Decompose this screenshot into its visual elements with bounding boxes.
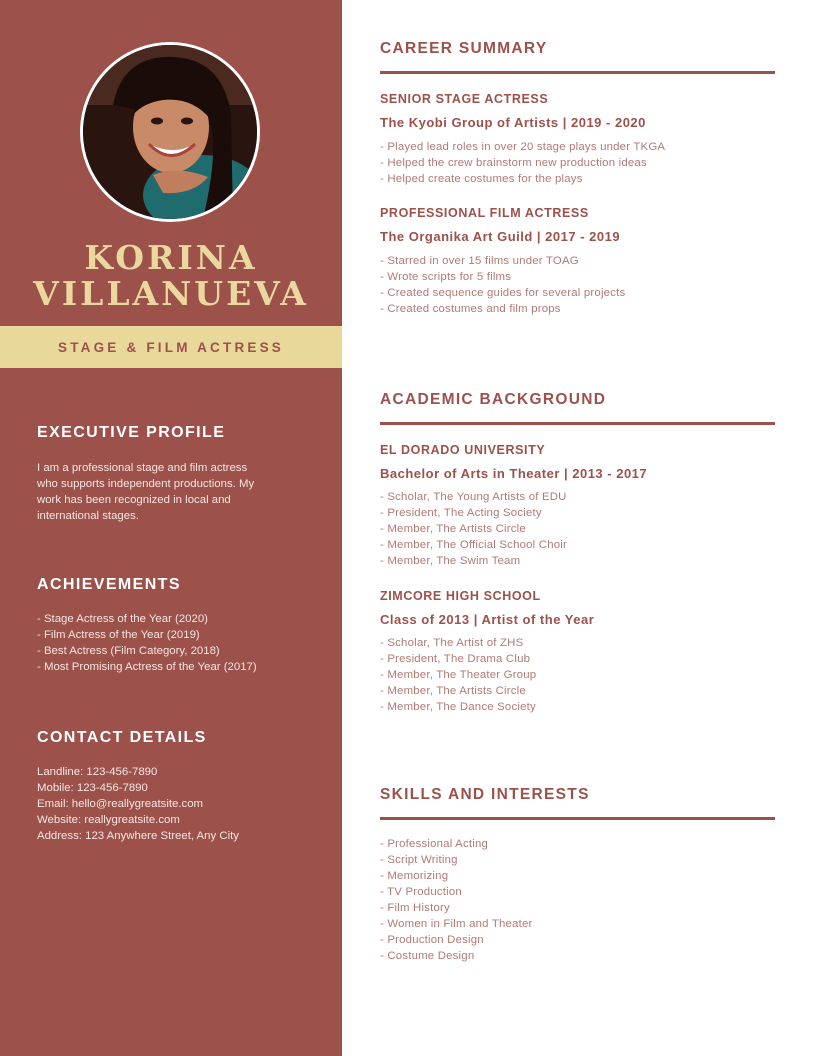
career-divider	[380, 71, 775, 74]
list-item: - Professional Acting	[380, 838, 489, 850]
achievements-heading: ACHIEVEMENTS	[37, 576, 181, 593]
skills-divider	[380, 817, 775, 820]
list-item: - Member, The Artists Circle	[380, 685, 526, 697]
achievement-item: - Most Promising Actress of the Year (2017)	[37, 661, 257, 673]
job-bullets	[380, 253, 800, 317]
job-bullets	[380, 139, 800, 187]
job-title: SENIOR STAGE ACTRESS	[380, 92, 549, 106]
school-bullets	[380, 489, 800, 569]
profile-line: I am a professional stage and film actress	[37, 462, 248, 474]
list-item: - Played lead roles in over 20 stage plays under TKGA	[380, 141, 666, 153]
list-item: - Memorizing	[380, 870, 449, 882]
contact-list	[37, 764, 307, 844]
achievement-item: - Film Actress of the Year (2019)	[37, 629, 200, 641]
first-name: KORINA	[84, 238, 258, 277]
job-title: PROFESSIONAL FILM ACTRESS	[380, 206, 589, 220]
school-bullets	[380, 635, 800, 715]
list-item: - President, The Drama Club	[380, 653, 531, 665]
list-item: - Film History	[380, 902, 450, 914]
academic-divider	[380, 422, 775, 425]
list-item: - TV Production	[380, 886, 462, 898]
list-item: - Member, The Swim Team	[380, 555, 521, 567]
portrait-image	[83, 45, 257, 219]
contact-heading: CONTACT DETAILS	[37, 729, 207, 746]
list-item: - Helped create costumes for the plays	[380, 173, 583, 185]
job-org: The Organika Art Guild | 2017 - 2019	[380, 229, 621, 244]
list-item: - Scholar, The Artist of ZHS	[380, 637, 524, 649]
academic-background-heading: ACADEMIC BACKGROUND	[380, 391, 607, 408]
list-item: - Member, The Theater Group	[380, 669, 537, 681]
list-item: - Member, The Dance Society	[380, 701, 536, 713]
sidebar	[0, 0, 342, 1056]
job-org: The Kyobi Group of Artists | 2019 - 2020	[380, 115, 646, 130]
role-title: STAGE & FILM ACTRESS	[58, 339, 284, 355]
list-item: - Script Writing	[380, 854, 458, 866]
list-item: - Wrote scripts for 5 films	[380, 271, 512, 283]
profile-line: work has been recognized in local and	[37, 494, 231, 506]
contact-landline: Landline: 123-456-7890	[37, 766, 158, 778]
last-name: VILLANUEVA	[33, 274, 309, 313]
profile-line: who supports independent productions. My	[37, 478, 255, 490]
skills-list	[380, 836, 800, 964]
achievement-item: - Stage Actress of the Year (2020)	[37, 613, 208, 625]
achievement-item: - Best Actress (Film Category, 2018)	[37, 645, 220, 657]
list-item: - Member, The Official School Choir	[380, 539, 568, 551]
career-summary-heading: CAREER SUMMARY	[380, 40, 548, 57]
list-item: - Women in Film and Theater	[380, 918, 533, 930]
list-item: - Starred in over 15 films under TOAG	[380, 255, 579, 267]
role-band	[0, 326, 342, 368]
school-name: ZIMCORE HIGH SCHOOL	[380, 589, 541, 603]
profile-line: international stages.	[37, 510, 139, 522]
list-item: - Created sequence guides for several projects	[380, 287, 626, 299]
school-name: EL DORADO UNIVERSITY	[380, 443, 546, 457]
achievements-list	[37, 611, 307, 675]
list-item: - Member, The Artists Circle	[380, 523, 526, 535]
list-item: - Helped the crew brainstorm new production ideas	[380, 157, 647, 169]
list-item: - Costume Design	[380, 950, 475, 962]
executive-profile-text	[37, 460, 307, 524]
contact-mobile: Mobile: 123-456-7890	[37, 782, 148, 794]
skills-heading: SKILLS AND INTERESTS	[380, 786, 590, 803]
executive-profile-heading: EXECUTIVE PROFILE	[37, 424, 226, 441]
contact-website[interactable]: Website: reallygreatsite.com	[37, 814, 180, 826]
contact-address: Address: 123 Anywhere Street, Any City	[37, 830, 239, 842]
contact-email[interactable]: Email: hello@reallygreatsite.com	[37, 798, 204, 810]
list-item: - Scholar, The Young Artists of EDU	[380, 491, 567, 503]
school-degree: Class of 2013 | Artist of the Year	[380, 612, 595, 627]
profile-photo	[80, 42, 260, 222]
list-item: - Created costumes and film props	[380, 303, 561, 315]
list-item: - President, The Acting Society	[380, 507, 542, 519]
school-degree: Bachelor of Arts in Theater | 2013 - 2017	[380, 466, 648, 481]
list-item: - Production Design	[380, 934, 484, 946]
